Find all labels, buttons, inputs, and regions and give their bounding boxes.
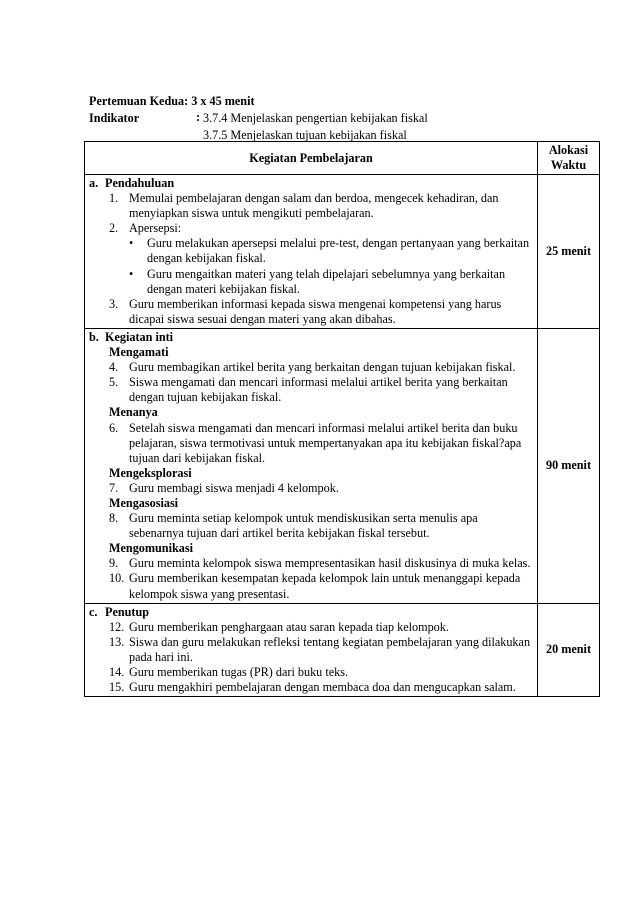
subsection-heading: Mengomunikasi [109, 541, 193, 556]
item-number: 5. [109, 375, 119, 390]
indicator-colon: : [196, 110, 201, 124]
bullet-text: Guru melakukan apersepsi melalui pre-test, dengan pertanyaan yang berkaitan dengan kebijakan fiskal. [147, 236, 530, 266]
list-item [89, 191, 533, 221]
item-text: Guru membagi siswa menjadi 4 kelompok. [129, 480, 339, 495]
section-time: 25 menit [538, 175, 600, 329]
section-letter: c. [89, 604, 98, 619]
list-item [89, 571, 533, 601]
item-number: 9. [109, 556, 119, 571]
list-item [89, 620, 533, 635]
item-number: 8. [109, 511, 119, 526]
bullet-item [89, 236, 533, 266]
item-number: 13. [109, 634, 125, 649]
time-column-header [538, 142, 600, 175]
section-row-kegiatan-inti [85, 328, 600, 603]
subsection-heading: Mengamati [109, 345, 169, 360]
section-letter: b. [89, 329, 99, 344]
bullet-text: Guru mengaitkan materi yang telah dipelajari sebelumnya yang berkaitan dengan materi kebijakan fiskal. [147, 266, 506, 296]
item-number: 2. [109, 221, 119, 236]
list-item [89, 375, 533, 405]
indicator-label: Indikator [89, 111, 140, 125]
section-title-text: Pendahuluan [105, 176, 175, 190]
item-text: Apersepsi: [129, 221, 182, 236]
item-number: 3. [109, 296, 119, 311]
item-text: Guru memberikan informasi kepada siswa mengenai kompetensi yang harus dicapai siswa sesuai dengan materi yang akan dibahas. [129, 296, 502, 326]
item-text: Setelah siswa mengamati dan mencari informasi melalui artikel berita dan buku pelajaran, siswa termotivasi untuk mempertanyakan apa itu kebijakan fiskal?apa tujuan dari kebijakan fiskal. [129, 420, 522, 465]
list-item [89, 360, 533, 375]
subsection-heading: Menanya [109, 405, 158, 420]
list-item [89, 556, 533, 571]
item-number: 7. [109, 480, 119, 495]
meeting-heading: Pertemuan Kedua: 3 x 45 menit [89, 94, 255, 108]
item-text: Guru meminta setiap kelompok untuk mendiskusikan serta menulis apa sebenarnya tujuan dari artikel berita kebijakan fiskal tersebut. [129, 511, 478, 541]
bullet-item [89, 267, 533, 297]
item-number: 12. [109, 619, 125, 634]
item-text: Guru membagikan artikel berita yang berkaitan dengan tujuan kebijakan fiskal. [129, 360, 516, 375]
list-item [89, 421, 533, 466]
time-header-line-2: Waktu [550, 158, 587, 172]
list-item [89, 680, 533, 695]
item-number: 14. [109, 665, 125, 679]
item-text: Guru memberikan penghargaan atau saran kepada tiap kelompok. [129, 619, 449, 634]
item-text: Guru meminta kelompok siswa mempresentasikan hasil diskusinya di muka kelas. [129, 556, 531, 571]
time-header-line-1: Alokasi [548, 143, 589, 157]
activity-column-header: Kegiatan Pembelajaran [85, 142, 538, 175]
table-header-row [85, 142, 600, 175]
subsection-heading: Mengasosiasi [109, 495, 179, 510]
indicator-item: 3.7.4 Menjelaskan pengertian kebijakan fiskal [203, 111, 428, 125]
item-number: 10. [109, 571, 125, 586]
subsection-heading: Mengeksplorasi [109, 465, 192, 480]
item-number: 6. [109, 420, 119, 435]
list-item [89, 635, 533, 665]
lesson-activity-table [84, 141, 600, 697]
item-text: Siswa dan guru melakukan refleksi tentang kegiatan pembelajaran yang dilakukan pada hari ini. [129, 634, 531, 664]
item-number: 15. [109, 680, 125, 695]
item-number: 1. [109, 191, 119, 206]
list-item [89, 481, 533, 496]
section-cell [85, 603, 538, 697]
list-item [89, 297, 533, 327]
section-cell [85, 175, 538, 329]
item-text: Guru memberikan tugas (PR) dari buku teks. [129, 665, 348, 679]
item-number: 4. [109, 360, 119, 375]
section-row-pendahuluan [85, 175, 600, 329]
section-title [89, 176, 533, 191]
section-title-text: Penutup [105, 604, 150, 619]
section-cell [85, 328, 538, 603]
item-text: Memulai pembelajaran dengan salam dan berdoa, mengecek kehadiran, dan menyiapkan siswa untuk mengikuti pembelajaran. [129, 191, 499, 221]
section-title [89, 330, 533, 345]
section-time: 20 menit [538, 603, 600, 697]
bullet-icon: • [129, 266, 134, 281]
section-row-penutup [85, 603, 600, 697]
item-text: Guru memberikan kesempatan kepada kelompok lain untuk menanggapi kepada kelompok siswa yang presentasi. [129, 571, 521, 601]
list-item [89, 221, 533, 236]
bullet-icon: • [129, 236, 134, 251]
item-text: Guru mengakhiri pembelajaran dengan membaca doa dan mengucapkan salam. [129, 680, 516, 695]
section-time: 90 menit [538, 328, 600, 603]
item-text: Siswa mengamati dan mencari informasi melalui artikel berita yang berkaitan dengan tujuan kebijakan fiskal. [129, 375, 508, 405]
indicator-item: 3.7.5 Menjelaskan tujuan kebijakan fiskal [203, 128, 407, 142]
section-title-text: Kegiatan inti [105, 329, 174, 344]
list-item [89, 665, 533, 680]
list-item [89, 511, 533, 541]
section-title [89, 605, 533, 620]
section-letter: a. [89, 176, 99, 190]
